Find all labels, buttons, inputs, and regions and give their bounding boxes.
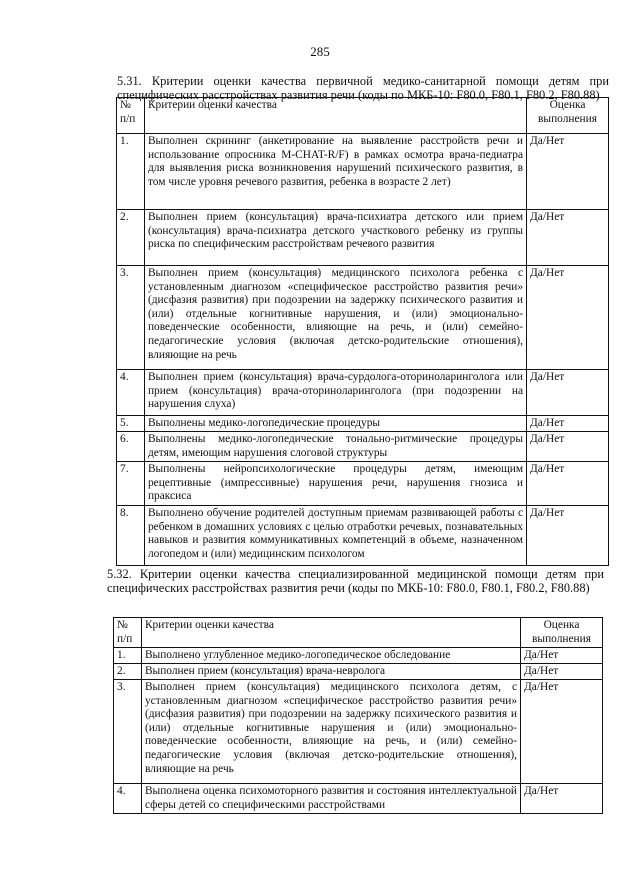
- row-criteria: Выполнен прием (консультация) медицинского психолога детям, с установленным диагнозом «специфическое расстройство развития речи» (дисфазия развития) при подозрении на задержку психического развития и (или) отдельные когнитивные нарушения и (или) эмоционально-поведенческие особенности, влияющие на речь, и (или) семейно-педагогические условия (включая детско-родительские отношения), влияющие на речь: [141, 680, 520, 784]
- row-grade: Да/Нет: [527, 134, 609, 210]
- row-grade: Да/Нет: [527, 370, 609, 416]
- row-grade: Да/Нет: [527, 416, 609, 432]
- row-num: 3.: [114, 680, 142, 784]
- row-num: 3.: [117, 266, 145, 370]
- header-grade: Оценка выполнения: [521, 618, 603, 648]
- table-row: [117, 210, 609, 266]
- row-grade: Да/Нет: [521, 680, 603, 784]
- row-criteria: Выполнены медико-логопедические тонально-ритмические процедуры детям, имеющим нарушения слоговой структуры: [144, 432, 526, 462]
- row-criteria: Выполнен прием (консультация) врача-сурдолога-оториноларинголога или прием (консультация) врача-оториноларинголога (при подозрении на нарушения слуха): [144, 370, 526, 416]
- row-criteria: Выполнен скрининг (анкетирование на выявление расстройств речи и использование опросника M-CHAT-R/F) в рамках осмотра врача-педиатра для выявления риска возникновения нарушений психического развития, в том числе уровня речевого развития, ребенка в возрасте 2 лет): [144, 134, 526, 210]
- header-grade: Оценка выполнения: [527, 98, 609, 134]
- table-row: [114, 664, 603, 680]
- row-criteria: Выполнено обучение родителей доступным приемам развивающей работы с ребенком в домашних условиях с целью отработки речевых, познавательных навыков и развития коммуникативных компетенций в объеме, назначенном логопедом и (или) медицинским психологом: [144, 506, 526, 566]
- row-num: 2.: [114, 664, 142, 680]
- row-num: 1.: [117, 134, 145, 210]
- row-grade: Да/Нет: [521, 648, 603, 664]
- row-num: 4.: [117, 370, 145, 416]
- criteria-table-5-32: [113, 617, 603, 814]
- row-criteria: Выполнены нейропсихологические процедуры детям, имеющим рецептивные (импрессивные) нарушения речи, нарушения гнозиса и праксиса: [144, 462, 526, 506]
- header-criteria: Критерии оценки качества: [144, 98, 526, 134]
- row-num: 4.: [114, 784, 142, 814]
- table-row: [117, 432, 609, 462]
- table-row: [114, 784, 603, 814]
- row-num: 6.: [117, 432, 145, 462]
- table-row: [117, 462, 609, 506]
- row-num: 5.: [117, 416, 145, 432]
- section-title-5-32: 5.32. Критерии оценки качества специализированной медицинской помощи детям при специфических расстройствах развития речи (коды по МКБ-10: F80.0, F80.1, F80.2, F80.88): [107, 567, 604, 595]
- row-criteria: Выполнен прием (консультация) врача-психиатра детского или прием (консультация) врача-психиатра детского участкового ребенку из группы риска по специфическим расстройствам речевого развития: [144, 210, 526, 266]
- table-row: [114, 648, 603, 664]
- row-grade: Да/Нет: [521, 784, 603, 814]
- page-number: 285: [310, 44, 330, 59]
- table-row: [114, 680, 603, 784]
- row-criteria: Выполнена оценка психомоторного развития и состояния интеллектуальной сферы детей со специфическими расстройствами: [141, 784, 520, 814]
- row-grade: Да/Нет: [527, 432, 609, 462]
- section-title-5-31: 5.31. Критерии оценки качества первичной медико-санитарной помощи детям при специфических расстройствах развития речи (коды по МКБ-10: F80.0, F80.1, F80.2, F80.88): [117, 74, 609, 102]
- row-grade: Да/Нет: [527, 266, 609, 370]
- row-grade: Да/Нет: [527, 210, 609, 266]
- header-criteria: Критерии оценки качества: [141, 618, 520, 648]
- table-row: [117, 134, 609, 210]
- row-num: 1.: [114, 648, 142, 664]
- row-grade: Да/Нет: [521, 664, 603, 680]
- criteria-table-5-31: [116, 97, 609, 566]
- table-row: [117, 266, 609, 370]
- table-row: [117, 506, 609, 566]
- row-grade: Да/Нет: [527, 506, 609, 566]
- table-row: [117, 416, 609, 432]
- table-header-row: [117, 98, 609, 134]
- row-criteria: Выполнено углубленное медико-логопедическое обследование: [141, 648, 520, 664]
- row-num: 7.: [117, 462, 145, 506]
- row-criteria: Выполнен прием (консультация) медицинского психолога ребенка с установленным диагнозом «специфическое расстройство развития речи» (дисфазия развития) при подозрении на задержку психического развития и (или) отдельные когнитивные нарушения, и (или) эмоционально-поведенческие особенности, влияющие на речь, и (или) семейно-педагогические условия (включая детско-родительские отношения), влияющие на речь: [144, 266, 526, 370]
- header-num: № п/п: [114, 618, 142, 648]
- table-row: [117, 370, 609, 416]
- row-num: 8.: [117, 506, 145, 566]
- header-num: № п/п: [117, 98, 145, 134]
- table-header-row: [114, 618, 603, 648]
- row-num: 2.: [117, 210, 145, 266]
- row-grade: Да/Нет: [527, 462, 609, 506]
- row-criteria: Выполнен прием (консультация) врача-невролога: [141, 664, 520, 680]
- row-criteria: Выполнены медико-логопедические процедуры: [144, 416, 526, 432]
